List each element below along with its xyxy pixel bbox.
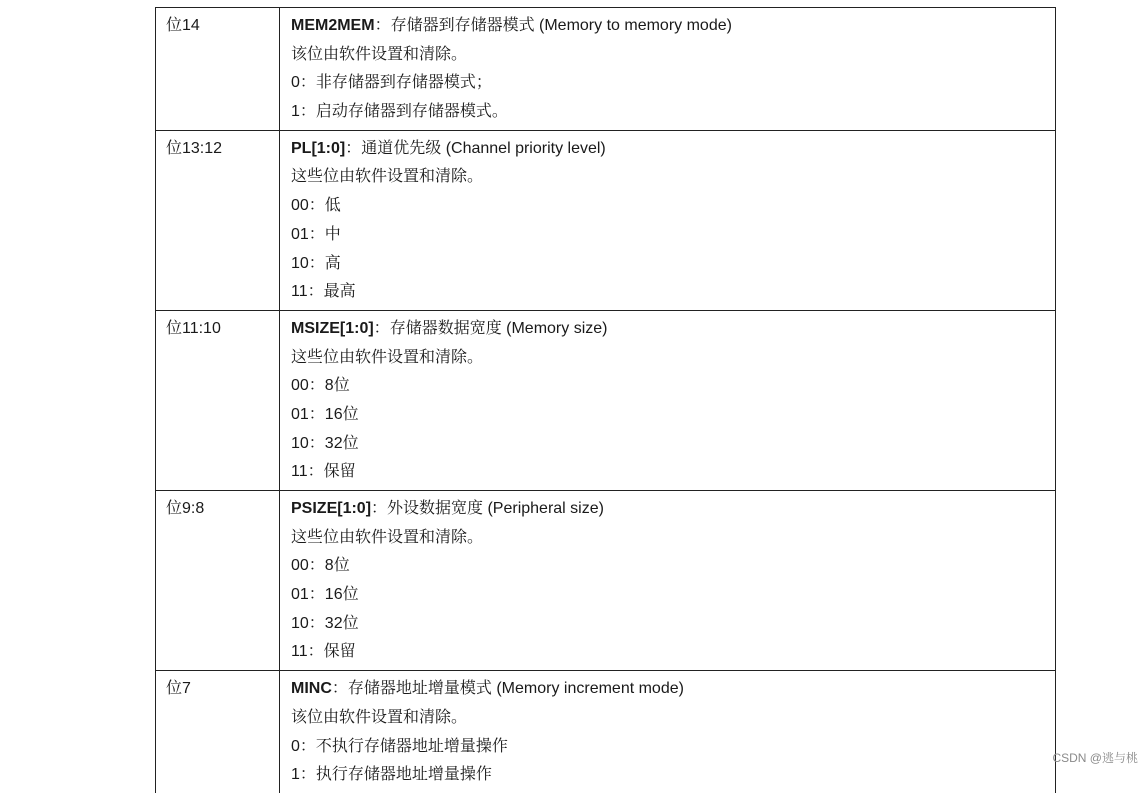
description-line: 00：低: [291, 197, 341, 215]
description-line: 01：中: [291, 225, 341, 243]
description-line: 这些位由软件设置和清除。: [291, 348, 484, 366]
field-heading: [291, 495, 1055, 524]
description-line: 10：高: [291, 254, 341, 272]
bit-position: 位7: [166, 680, 191, 698]
table-row: [156, 671, 1056, 793]
field-heading: [291, 135, 1055, 164]
description-line: 11：最高: [291, 283, 356, 301]
field-heading: [291, 12, 1055, 41]
bit-position: 位11:10: [166, 319, 221, 337]
register-bit-table: [155, 7, 1056, 793]
description-line: 00：8位: [291, 557, 350, 575]
field-title: 存储器到存储器模式 (Memory to memory mode): [390, 17, 732, 34]
field-separator: ：: [331, 680, 348, 698]
description-cell: [280, 491, 1056, 671]
description-cell: [280, 8, 1056, 131]
watermark: CSDN @逃与桃: [1052, 751, 1138, 765]
bit-cell: [156, 8, 280, 131]
description-line: 这些位由软件设置和清除。: [291, 528, 484, 546]
field-separator: ：: [345, 139, 362, 157]
field-title: 外设数据宽度 (Peripheral size): [387, 500, 604, 517]
description-line: 01：16位: [291, 405, 359, 423]
description-line: 11：保留: [291, 643, 356, 661]
field-separator: ：: [371, 500, 388, 517]
field-name: MSIZE[1:0]: [291, 319, 374, 337]
field-name: MINC: [291, 680, 332, 698]
bit-cell: [156, 671, 280, 793]
field-name: MEM2MEM: [291, 17, 375, 34]
description-cell: [280, 671, 1056, 793]
description-cell: [280, 130, 1056, 310]
description-cell: [280, 310, 1056, 490]
description-line: 1：启动存储器到存储器模式。: [291, 103, 508, 121]
description-line: 该位由软件设置和清除。: [291, 708, 468, 726]
table-row: [156, 8, 1056, 131]
field-title: 通道优先级 (Channel priority level): [361, 139, 606, 157]
field-title: 存储器地址增量模式 (Memory increment mode): [347, 680, 684, 698]
description-line: 01：16位: [291, 586, 359, 604]
description-line: 0：非存储器到存储器模式；: [291, 74, 492, 92]
table-row: [156, 310, 1056, 490]
description-line: 1：执行存储器地址增量操作: [291, 766, 492, 784]
bit-cell: [156, 491, 280, 671]
field-heading: [291, 315, 1055, 344]
description-line: 10：32位: [291, 614, 359, 632]
field-heading: [291, 675, 1055, 704]
table-row: [156, 130, 1056, 310]
field-separator: ：: [373, 319, 390, 337]
field-title: 存储器数据宽度 (Memory size): [389, 319, 608, 337]
field-separator: ：: [374, 17, 391, 34]
description-line: 该位由软件设置和清除。: [291, 45, 468, 63]
field-name: PSIZE[1:0]: [291, 500, 372, 517]
description-line: 这些位由软件设置和清除。: [291, 168, 484, 186]
description-line: 0：不执行存储器地址增量操作: [291, 737, 508, 755]
bit-position: 位13:12: [166, 139, 223, 157]
bit-cell: [156, 310, 280, 490]
description-line: 00：8位: [291, 377, 350, 395]
bit-position: 位9:8: [166, 500, 205, 517]
bit-cell: [156, 130, 280, 310]
description-line: 11：保留: [291, 463, 356, 481]
field-name: PL[1:0]: [291, 139, 346, 157]
description-line: 10：32位: [291, 434, 359, 452]
bit-position: 位14: [166, 17, 200, 34]
table-row: [156, 491, 1056, 671]
